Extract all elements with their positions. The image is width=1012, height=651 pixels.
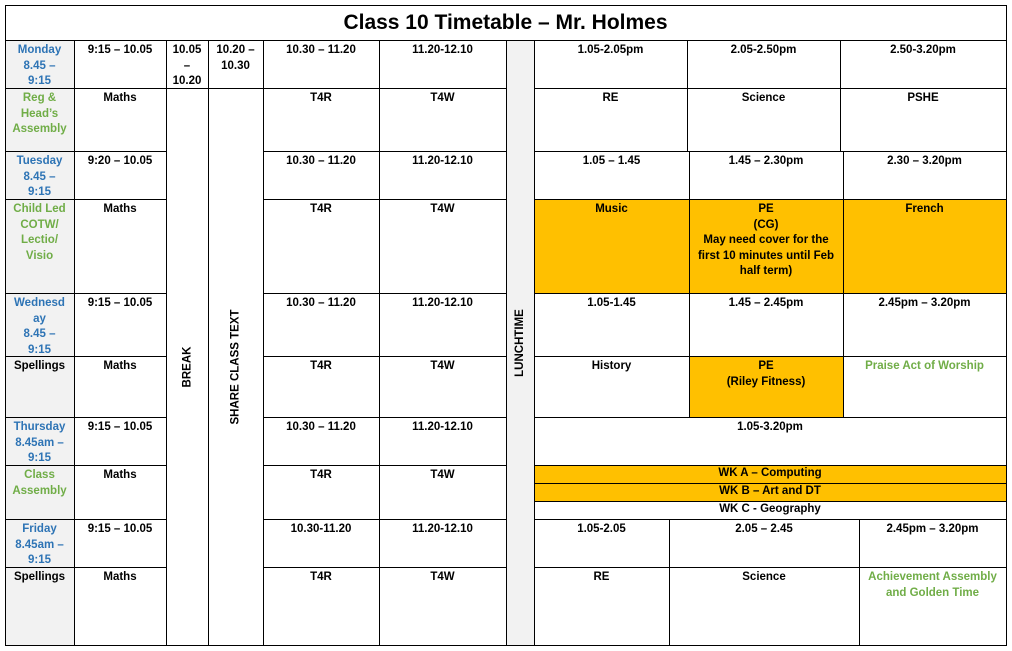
grid-line (263, 519, 507, 520)
session-t4r: T4R (310, 360, 332, 372)
grid-line (859, 519, 860, 568)
grid-line (263, 199, 507, 200)
afternoon-2-cell: Science (741, 92, 786, 104)
grid-line (687, 88, 688, 152)
break-time: 10.05 – 10.20 (172, 44, 202, 87)
grid-line (263, 417, 507, 418)
grid-line (506, 40, 507, 646)
afternoon-1-cell: RE (593, 571, 610, 583)
afternoon-3-cell: French (843, 199, 1006, 293)
grid-line (534, 199, 1007, 200)
grid-line (669, 519, 670, 568)
share-time: 10.20 – 10.30 (216, 44, 255, 72)
morning-session: Maths (103, 360, 137, 372)
day-label: Spellings (13, 360, 66, 372)
grid-line (263, 356, 507, 357)
grid-line (5, 519, 167, 520)
grid-line (689, 151, 690, 200)
afternoon-2-cell: 1.45 – 2.30pm (728, 155, 804, 167)
session-t4w: T4W (430, 92, 455, 104)
share-class-text-column-text: SHARE CLASS TEXT (229, 308, 242, 425)
grid-line (263, 88, 507, 89)
grid-line (534, 293, 1007, 294)
morning-session: 9:20 – 10.05 (87, 155, 153, 167)
day-label: Spellings (13, 571, 66, 583)
grid-line (689, 356, 690, 418)
grid-line (534, 417, 1007, 418)
afternoon-2-cell: 2.05-2.50pm (730, 44, 797, 56)
day-label: Wednesd ay 8.45 – 9:15 (14, 297, 65, 356)
grid-line (5, 88, 167, 89)
break-column (166, 88, 208, 645)
grid-line (5, 356, 167, 357)
day-label: Monday 8.45 – 9:15 (17, 44, 62, 87)
session-t4w: T4W (430, 360, 455, 372)
afternoon-1-cell: 1.05 – 1.45 (582, 155, 641, 167)
rotation-week-b: WK B – Art and DT (534, 483, 1006, 501)
lunchtime-column (506, 40, 534, 645)
grid-line (5, 5, 6, 646)
grid-line (687, 40, 688, 89)
page-title: Class 10 Timetable – Mr. Holmes (343, 10, 668, 34)
grid-line (263, 567, 507, 568)
grid-line (669, 567, 670, 646)
afternoon-3-cell: 2.45pm – 3.20pm (878, 297, 971, 309)
day-label: Child Led COTW/ Lectio/ Visio (13, 203, 66, 262)
grid-line (5, 199, 167, 200)
grid-line (1006, 5, 1007, 646)
grid-line (263, 293, 507, 294)
session-t4w: 11.20-12.10 (412, 421, 473, 433)
afternoon-1-cell: RE (602, 92, 619, 104)
session-t4r: T4R (310, 571, 332, 583)
morning-session: 9:15 – 10.05 (87, 523, 153, 535)
grid-line (263, 40, 264, 646)
morning-session: Maths (103, 469, 137, 481)
grid-line (534, 567, 1007, 568)
afternoon-3-cell: PSHE (907, 92, 939, 104)
morning-session: Maths (103, 571, 137, 583)
session-t4r: 10.30 – 11.20 (286, 421, 356, 433)
afternoon-3-cell: 2.50-3.20pm (890, 44, 956, 56)
afternoon-2-cell: PE (Riley Fitness) (689, 356, 843, 417)
grid-line (534, 151, 1007, 152)
grid-line (689, 199, 690, 294)
grid-line (534, 356, 1007, 357)
grid-line (534, 88, 1007, 89)
grid-line (74, 40, 75, 646)
grid-line (534, 40, 535, 646)
morning-session: 9:15 – 10.05 (87, 421, 153, 433)
session-t4r: 10.30 – 11.20 (286, 155, 356, 167)
afternoon-1-cell: 1.05-2.05pm (577, 44, 644, 56)
session-t4r: 10.30-11.20 (290, 523, 352, 535)
day-label: Class Assembly (12, 469, 67, 497)
grid-line (208, 40, 209, 646)
grid-line (843, 151, 844, 200)
grid-line (843, 199, 844, 294)
afternoon-2-cell: 1.45 – 2.45pm (728, 297, 804, 309)
session-t4w: 11.20-12.10 (412, 523, 473, 535)
rotation-week-c: WK C - Geography (719, 503, 821, 515)
grid-line (166, 40, 167, 646)
session-t4r: T4R (310, 469, 332, 481)
afternoon-3-cell: Achievement Assembly and Golden Time (868, 571, 997, 599)
grid-line (840, 88, 841, 152)
morning-session: 9:15 – 10.05 (87, 44, 153, 56)
afternoon-1-cell: 1.05-2.05 (577, 523, 626, 535)
day-label: Thursday 8.45am – 9:15 (13, 421, 66, 464)
session-t4w: T4W (430, 203, 455, 215)
grid-line (5, 567, 167, 568)
grid-line (166, 88, 264, 89)
afternoon-1-cell: 1.05-1.45 (587, 297, 636, 309)
grid-line (263, 151, 507, 152)
afternoon-1-cell: History (591, 360, 632, 372)
afternoon-2-cell: Science (742, 571, 786, 583)
afternoon-3-cell: 2.45pm – 3.20pm (886, 523, 979, 535)
session-t4r: T4R (310, 203, 332, 215)
day-label: Reg & Head’s Assembly (12, 92, 67, 135)
afternoon-1-cell: 1.05-3.20pm (737, 421, 803, 433)
grid-line (5, 465, 167, 466)
session-t4w: 11.20-12.10 (412, 297, 473, 309)
afternoon-1-cell: Music (534, 199, 689, 293)
session-t4r: 10.30 – 11.20 (286, 297, 356, 309)
grid-line (5, 5, 1007, 6)
rotation-week-a: WK A – Computing (534, 465, 1006, 483)
session-t4w: T4W (430, 469, 455, 481)
day-label: Tuesday 8.45 – 9:15 (16, 155, 63, 198)
grid-line (534, 501, 1007, 502)
grid-line (5, 151, 167, 152)
morning-session: Maths (103, 92, 137, 104)
grid-line (689, 293, 690, 357)
grid-line (263, 465, 507, 466)
grid-line (840, 40, 841, 89)
grid-line (5, 417, 167, 418)
grid-line (379, 40, 380, 646)
grid-line (534, 483, 1007, 484)
share-class-text-column (208, 88, 263, 645)
morning-session: 9:15 – 10.05 (87, 297, 153, 309)
grid-line (5, 293, 167, 294)
grid-line (534, 519, 1007, 520)
afternoon-3-cell: Praise Act of Worship (865, 360, 984, 372)
day-label: Friday 8.45am – 9:15 (15, 523, 64, 566)
session-t4w: T4W (430, 571, 455, 583)
morning-session: Maths (103, 203, 137, 215)
session-t4w: 11.20-12.10 (412, 155, 473, 167)
afternoon-3-cell: 2.30 – 3.20pm (887, 155, 962, 167)
session-t4r: T4R (310, 92, 332, 104)
break-column-text: BREAK (180, 346, 193, 387)
grid-line (843, 293, 844, 357)
afternoon-2-cell: 2.05 – 2.45 (735, 523, 793, 535)
grid-line (843, 356, 844, 418)
grid-line (859, 567, 860, 646)
lunchtime-text: LUNCHTIME (514, 308, 526, 377)
session-t4r: 10.30 – 11.20 (286, 44, 356, 56)
session-t4w: 11.20-12.10 (412, 44, 473, 56)
grid-line (534, 465, 1007, 466)
afternoon-2-cell: PE (CG) May need cover for the first 10 minutes until Feb half term) (689, 199, 843, 293)
